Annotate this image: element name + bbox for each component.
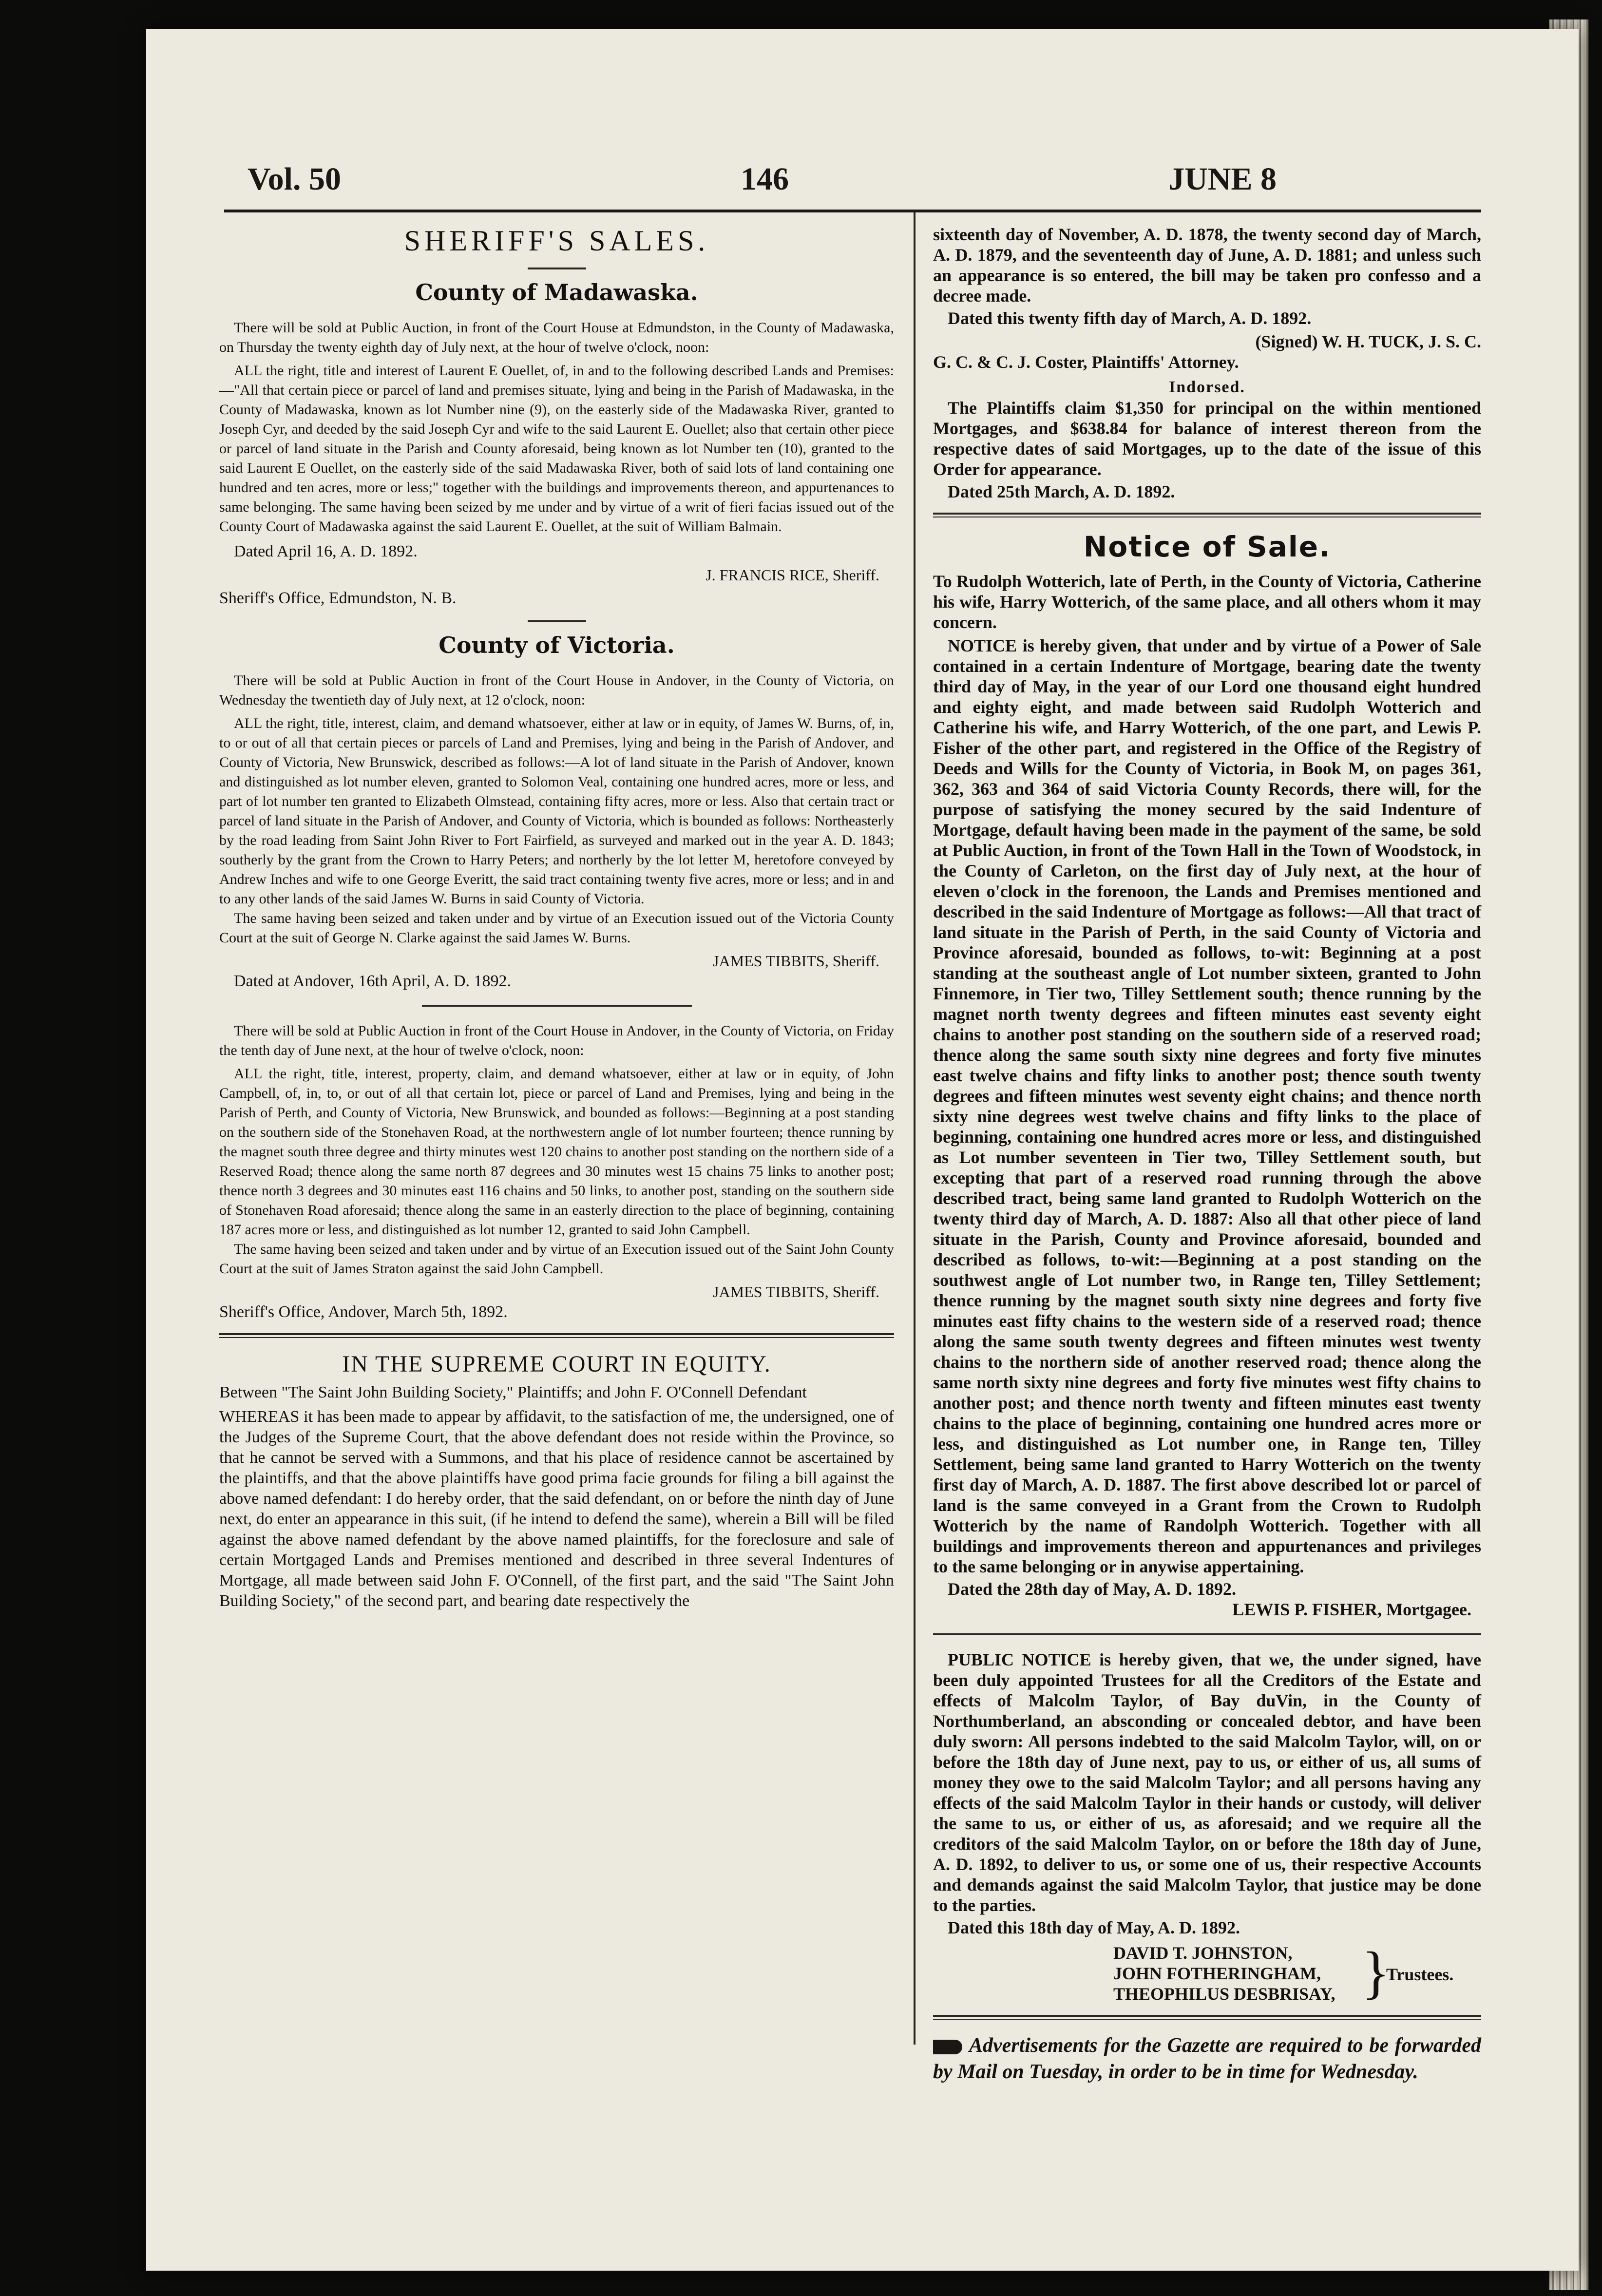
trustees-label: Trustees. [1386, 1965, 1454, 1984]
victoria-sale2-signature: JAMES TIBBITS, Sheriff. [713, 1283, 879, 1301]
court-title: IN THE SUPREME COURT IN EQUITY. [342, 1351, 771, 1377]
court-dated: Dated this twenty fifth day of March, A. D. 1892. [948, 308, 1312, 328]
pointing-hand-icon [933, 2040, 962, 2054]
sale-separator [422, 1005, 692, 1007]
court-continued: sixteenth day of November, A. D. 1878, the twenty second day of March, A. D. 1879, and the seventeenth day of June, A. D. 1881; and unless such an appearance is so entered, the bill may be taken pro confesso and a decree made. [933, 225, 1481, 306]
notice-of-sale-title: Notice of Sale. [1083, 530, 1331, 563]
madawaska-heading: County of Madawaska. [415, 279, 698, 306]
right-column [933, 224, 1481, 2085]
victoria-sale1-seized: The same having been seized and taken under and by virtue of an Execution issued out of the Victoria County Court at the suit of George N. Clarke against the said James W. Burns. [219, 910, 894, 946]
trustee-name: DAVID T. JOHNSTON, [1113, 1943, 1293, 1963]
notice-recipients: To Rudolph Wotterich, late of Perth, in the County of Victoria, Catherine his wife, Harry Wotterich, of the same place, and all others whom it may concern. [933, 572, 1481, 632]
court-attorney: G. C. & C. J. Coster, Plaintiffs' Attorney. [933, 352, 1239, 372]
indorsed-text: The Plaintiffs claim $1,350 for principal on the within mentioned Mortgages, and $638.84 for balance of interest thereon from the respective dates of said Mortgages, up to the date of the issue of this Order for appearance. [933, 398, 1481, 479]
indorsed-dated: Dated 25th March, A. D. 1892. [948, 482, 1175, 501]
gazette-page [146, 29, 1579, 2271]
advertisement-text: Advertisements for the Gazette are required to be forwarded by Mail on Tuesday, in order to be in time for Wednesday. [933, 2034, 1481, 2083]
page-number: 146 [741, 161, 789, 197]
victoria-sale2-seized: The same having been seized and taken under and by virtue of an Execution issued out of the Saint John County Court at the suit of James Straton against the said John Campbell. [219, 1241, 894, 1277]
public-notice-dated: Dated this 18th day of May, A. D. 1892. [948, 1918, 1240, 1937]
volume-label: Vol. 50 [248, 161, 341, 197]
trustee-name: JOHN FOTHERINGHAM, [1113, 1964, 1321, 1983]
column-rule [914, 212, 915, 2045]
brace-glyph: } [1362, 1940, 1390, 2005]
notice-body: NOTICE is hereby given, that under and by virtue of a Power of Sale contained in a certain Indenture of Mortgage, bearing date the twenty third day of May, in the year of our Lord one thousand eight hundred and eighty eight, and made between said Rudolph Wotterich and Catherine his wife, and Harry Wotterich, of the one part, and Lewis P. Fisher of the other part, and registered in the Office of the Registry of Deeds and Wills for the County of Victoria, in Book M, on pages 361, 362, 363 and 364 of said Victoria County Records, there will, for the purpose of satisfying the money secured by the said Indenture of Mortgage, default having been made in the payment of the same, be sold at Public Auction, in front of the Town Hall in the Town of Woodstock, in the County of Carleton, on the first day of July next, at the hour of eleven o'clock in the forenoon, the Lands and Premises mentioned and described in the said Indenture of Mortgage as follows:—All that tract of land situate in the Parish of Perth, in the said County of Victoria and Province aforesaid, bounded as follows, to-wit: Beginning at a post standing at the southeast angle of Lot number sixteen, granted to John Finnemore, in Tier two, Tilley Settlement south; thence running by the magnet north twenty degrees and fifteen minutes east seventy eight chains to another post standing on the southern side of a reserved road; thence along the same south sixty nine degrees and forty five minutes east twelve chains and fifty links to another post; thence south twenty degrees and fifteen minutes west seventy eight chains; and thence north sixty nine degrees west twelve chains and fifty links to the place of beginning, containing one hundred acres more or less, and distinguished as Lot number seventeen in Tier two, Tilley Settlement south, but excepting that part of a reserved road running through the above described tract, being same land granted to Rudolph Wotterich on the twenty third day of March, A. D. 1887: Also all that other piece of land situate in the Parish, County and Province aforesaid, bounded and described as follows, to-wit:—Beginning at a post standing on the southwest angle of Lot number two, in Range ten, Tilley Settlement; thence running by the magnet south sixty nine degrees and forty five minutes east fifty chains to the western side of a reserved road; thence along the same south twenty degrees and fifteen minutes west twenty chains to the northern side of another reserved road; thence along the same north sixty nine degrees and forty five minutes west fifty chains to another post; and thence north twenty and fifteen minutes east twenty chains to the place of beginning, containing one hundred acres more or less, and distinguished as Lot number one, in Range ten, Tilley Settlement, being same land granted to Harry Wotterich on the twenty first day of March, A. D. 1887. The first above described lot or parcel of land is the same conveyed in a Grant from the Crown to Rudolph Wotterich by the name of Randolph Wotterich. Together with all buildings and improvements thereon and appurtenances and privileges to the same belonging or in anywise appertaining. [933, 636, 1481, 1576]
court-signed: (Signed) W. H. TUCK, J. S. C. [1255, 332, 1481, 351]
title-rule [528, 268, 586, 269]
court-body: WHEREAS it has been made to appear by affidavit, to the satisfaction of me, the undersigned, one of the Judges of the Supreme Court, that the above defendant does not reside within the Province, so that he cannot be served with a Summons, and that his place of residence cannot be ascertained by the plaintiffs, and that the above plaintiffs have good prima facie grounds for filing a bill against the above named defendant: I do hereby order, that the said defendant, on or before the ninth day of June next, do enter an appearance in this suit, (if he intend to defend the same), wherein a Bill will be filed against the above named defendant by the above named plaintiffs, for the foreclosure and sale of certain Mortgaged Lands and Premises mentioned and described in three several Indentures of Mortgage, all made between said John F. O'Connell, of the first part, and the said "The Saint John Building Society," of the second part, and bearing date respectively the [219, 1408, 894, 1610]
notice-signature: LEWIS P. FISHER, Mortgagee. [1232, 1600, 1471, 1619]
court-parties: Between "The Saint John Building Society," Plaintiffs; and John F. O'Connell Defendant [219, 1383, 807, 1401]
notice-dated: Dated the 28th day of May, A. D. 1892. [948, 1579, 1236, 1599]
public-notice: PUBLIC NOTICE is hereby given, that we, the under signed, have been duly appointed Trustees for all the Creditors of the Estate and effects of Malcolm Taylor, of Bay duVin, in the County of Northumberland, an absconding or concealed debtor, and have been duly sworn: All persons indebted to the said Malcolm Taylor, will, on or before the 18th day of June next, pay to us, or either of us, all sums of money they owe to the said Malcolm Taylor; and all persons having any effects of the said Malcolm Taylor in their hands or custody, will deliver the same to us, or either of us, as aforesaid; and we require all the creditors of the said Malcolm Taylor, on or before the 18th day of June, A. D. 1892, to deliver to us, or some one of us, their respective Accounts and demands against the said Malcolm Taylor, that justice may be done to the parties. [933, 1650, 1481, 1915]
victoria-sale2-intro: There will be sold at Public Auction in front of the Court House in Andover, in the County of Victoria, on Friday the tenth day of June next, at the hour of twelve o'clock, noon: [219, 1023, 894, 1058]
madawaska-dated: Dated April 16, A. D. 1892. [234, 542, 418, 560]
section-separator [933, 513, 1481, 517]
section-separator [933, 2015, 1481, 2020]
trustee-name: THEOPHILUS DESBRISAY, [1113, 1984, 1335, 2004]
victoria-sale2-office: Sheriff's Office, Andover, March 5th, 1892. [219, 1303, 508, 1321]
header-rule [224, 210, 1481, 212]
advertisement-note [933, 2032, 1481, 2085]
madawaska-office: Sheriff's Office, Edmundston, N. B. [219, 589, 457, 607]
indorsed-label: Indorsed. [1169, 378, 1245, 396]
left-column [219, 224, 894, 1611]
madawaska-body: ALL the right, title and interest of Laurent E Ouellet, of, in and to the following described Lands and Premises:—"All that certain piece or parcel of land and premises situate, lying and being in the Parish of Madawaska, in the County of Madawaska, known as lot Number nine (9), on the easterly side of the Madawaska River, granted to Joseph Cyr, and deeded by the said Joseph Cyr and wife to the said Laurent E. Ouellet; also that certain other piece or parcel of land situate in the Parish and County aforesaid, being known as lot Number ten (10), granted to the said Laurent E Ouellet, on the easterly side of the said Madawaska River, both of said lots of land containing one hundred and ten acres, more or less;" together with the buildings and improvements thereon, and appurtenances to same belonging. The same having been seized by me under and by virtue of a writ of fieri facias issued out of the County Court of Madawaska against the said Laurent E. Ouellet, at the suit of William Balmain. [219, 363, 894, 535]
trustees-block [933, 1940, 1481, 2005]
section-separator [219, 1333, 894, 1338]
madawaska-signature: J. FRANCIS RICE, Sheriff. [706, 566, 879, 584]
victoria-sale2-body: ALL the right, title, interest, property, claim, and demand whatsoever, either at law or in equity, of John Campbell, of, in, to, or out of all that certain lot, piece or parcel of Land and Premises, lying and being in the Parish of Perth, and County of Victoria, New Brunswick, and bounded as follows:—Beginning at a post standing on the southern side of the Stonehaven Road, at the northwestern angle of lot number fourteen; thence running by the magnet south three degree and thirty minutes west 120 chains to another post standing on the northern side of a Reserved Road; thence along the same north 87 degrees and 30 minutes west 15 chains 75 links to another post; thence north 3 degrees and 30 minutes east 116 chains and 50 links, to another post, standing on the southern side of Stonehaven Road aforesaid; thence along the same in an easterly direction to the place of beginning, containing 187 acres more or less, and distinguished as lot number 12, granted to said John Campbell. [219, 1066, 894, 1238]
section-separator [933, 1633, 1481, 1635]
victoria-sale1-dated: Dated at Andover, 16th April, A. D. 1892. [234, 972, 512, 990]
victoria-sale1-intro: There will be sold at Public Auction in front of the Court House in Andover, in the County of Victoria, on Wednesday the twentieth day of July next, at 12 o'clock, noon: [219, 672, 894, 708]
victoria-heading: County of Victoria. [439, 632, 675, 658]
victoria-sale1-signature: JAMES TIBBITS, Sheriff. [713, 952, 879, 970]
issue-date: JUNE 8 [1168, 161, 1277, 197]
sheriffs-sales-title: SHERIFF'S SALES. [404, 225, 709, 257]
madawaska-intro: There will be sold at Public Auction, in front of the Court House at Edmundston, in the County of Madawaska, on Thursday the twenty eighth day of July next, at the hour of twelve o'clock, noon: [219, 320, 894, 355]
section-rule [528, 620, 586, 622]
victoria-sale1-body: ALL the right, title, interest, claim, and demand whatsoever, either at law or in equity, of James W. Burns, of, in, to or out of all that certain pieces or parcels of Land and Premises, lying and being in the Parish of Andover, and County of Victoria, New Brunswick, described as follows:—A lot of land situate in the Parish of Andover, known and distinguished as lot number eleven, granted to Solomon Veal, containing one hundred acres, more or less, and part of lot number ten granted to Elizabeth Olmstead, containing fifty acres, more or less. Also that certain tract or parcel of land situate in the Parish of Andover, and County of Victoria, which is bounded as follows: Northeasterly by the road leading from Saint John River to Fort Fairfield, as surveyed and marked out in the year A. D. 1843; southerly by the grant from the Crown to Harry Peters; and northerly by the lot letter M, heretofore conveyed by Andrew Inches and wife to one George Everitt, the said tract containing twenty five acres, more or less; and in and to any other lands of the said James W. Burns in said County of Victoria. [219, 715, 894, 907]
